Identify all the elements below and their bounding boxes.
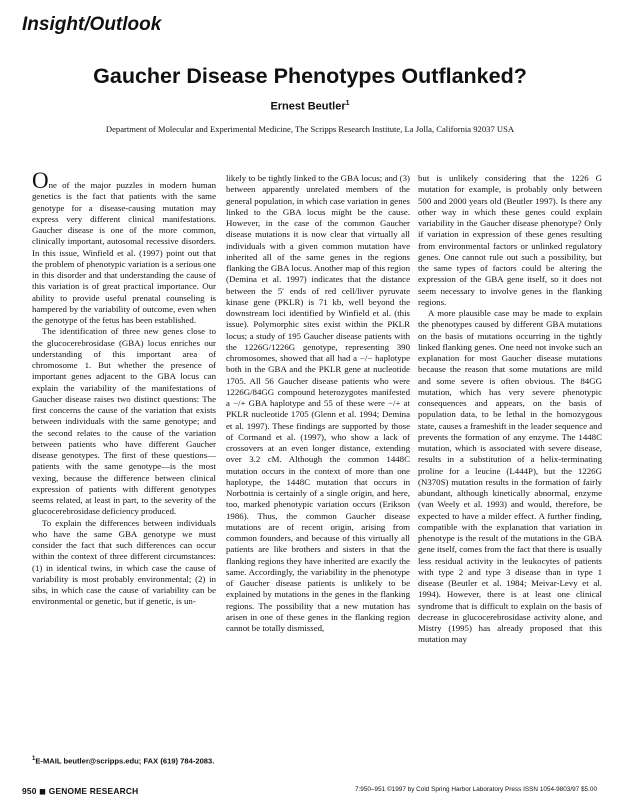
body-column-1 xyxy=(32,168,216,808)
article-title: Gaucher Disease Phenotypes Outflanked? xyxy=(93,64,527,88)
paragraph: but is unlikely considering that the 1226 G mutation for example, is probably only between 500 and 2000 years old (Beutler 1997). Is there any other way in which these genes could explain variability in the Gaucher disease phenotype? Only if variation in expression of these genes resulting from environmental factors or unlinked regulatory genes. One cannot rule out such a possibility, but the same types of factors could be altering the expression of the GBA gene itself, so it does not seem necessary to involve genes in the flanking regions. xyxy=(418,173,602,307)
footer-page-journal: 950 ◼ GENOME RESEARCH xyxy=(22,786,139,796)
section-label: Insight/Outlook xyxy=(22,14,162,35)
footnote xyxy=(32,755,216,766)
author xyxy=(0,100,620,113)
body-column-2 xyxy=(226,173,410,634)
paragraph: A more plausible case may be made to explain the phenotypes caused by different GBA mutations on the basis of mutations occurring in the tightly linked flanking genes. One need not invoke such an explanation for most Gaucher disease mutations because the reason that some mutations are mild and some severe is often obvious. The 84GG mutation, which has very severe phenotypic consequences and appears, on the basis of population data, to be lethal in the homozygous state, causes a frameshift in the leader sequence and prevents the formation of any enzyme. The 1448C mutation, which is associated with severe disease, results in a substitution of a helix-terminating proline for a leucine (L444P), but the 1226G (N370S) mutation results in the formation of fairly abundant, although kinetically abnormal, enzyme (van Weely et al. 1993) and would, therefore, be expected to have a milder effect. A further finding, compatible with the explanation that variation in phenotype is the result of the mutations in the GBA gene itself, comes from the fact that there is usually less residual activity in the leukocytes of patients with type 2 and type 3 disease than in type 1 disease (Beutler et al. 1984; Meivar-Levy et al. 1994). However, there is at least one clinical syndrome that is difficult to explain on the basis of decrease in glucocerebrosidase activity alone, and Mistry (1995) has already proposed that this mutation may xyxy=(418,308,602,645)
body-column-3 xyxy=(418,173,602,646)
footnote-mark: 1 xyxy=(32,756,36,762)
footnote-text: E-MAIL beutler@scripps.edu; FAX (619) 784-2083. xyxy=(35,756,215,766)
author-name: Ernest Beutler xyxy=(270,100,346,113)
affiliation: Department of Molecular and Experimental Medicine, The Scripps Research Institute, La Jolla, California 92037 USA xyxy=(105,124,515,134)
paragraph: likely to be tightly linked to the GBA locus; and (3) between apparently unrelated members of the general population, in which case variation in genes linked to the GBA locus might be the cause. However, in the case of the common Gaucher disease mutations it is now clear that virtually all individuals with a given common mutation have inherited all of the same genes in the regions flanking the GBA locus. Another map of this region (Demina et al. 1997) indicates that the distance between the 5′ ends of red cell/liver pyruvate kinase gene (PKLR) is 71 kb, well beyond the downstream loci identified by Winfield et al. (this issue). Polymorphic sites exist within the PKLR locus; a study of 195 Gaucher disease patients with the 1226G/1226G genotype, representing 390 chromosomes, showed that all had a −/− haplotype both in the GBA and the PKLR gene at nucleotide 1705. All 56 Gaucher disease patients who were 1226G/84GG compound heterozygotes manifested a −/+ GBA haplotype and 55 of these were −/+ at PKLR nucleotide 1705 (Glenn et al. 1994; Demina et al. 1997). These findings are supported by those of Cormand et al. (1997), who show a lack of crossovers at an even longer distance, extending over 3.2 cM. Although the common 1448C mutation occurs in the context of more than one haplotype, the 1448C mutation that occurs in Norbottnia is certainly of a single origin, and here, too, marked phenotypic variation occurs (Erikson 1986). Thus, the common Gaucher disease mutations are of recent origin, arising from common founders, and because of this virtually all patients are like brothers and sisters in that the flanking regions they have inherited are exactly the same. Accordingly, the variability in the phenotype of Gaucher disease patients is unlikely to be explained by mutations in the genes in the flanking regions. The possibility that a new mutation has arisen in one of these genes in the flanking region cannot be totally dismissed, xyxy=(226,173,410,633)
footer-copyright: 7:950–951 ©1997 by Cold Spring Harbor Laboratory Press ISSN 1054-9803/97 $5.00 xyxy=(354,786,597,793)
author-footnote-mark: 1 xyxy=(345,100,350,107)
paragraph: One of the major puzzles in modern human genetics is the fact that patients with the same genotype for a disease-causing mutation may express very different clinical manifestations. Gaucher disease is one of the more common, clinically important, autosomal recessive disorders. In this issue, Winfield et al. (1997) point out that the problem of phenotypic variation is a serious one in this disorder and that understanding the cause of this variation is of great practical importance. Our ability to provide useful prenatal counseling is hampered by the variability of outcome, even when the genotype of the fetus has been established. xyxy=(32,168,216,325)
paragraph: To explain the differences between individuals who have the same GBA genotype we must consider the fact that such differences can occur within the context of three different circumstances: (1) in identical twins, in which case the cause of variability is most probably environmental; (2) in sibs, in which case the cause of variability can be environmental or genetic, but if genetic, is un- xyxy=(32,517,216,607)
paragraph: The identification of three new genes close to the glucocerebrosidase (GBA) locus enriches our understanding of this important area of chromosome 1. But whether the presence of important genes adjacent to the GBA locus can explain the variability of the manifestations of Gaucher disease raises two distinct questions: The first concerns the cause of the variation that exists between individuals with the same genotype; and the second relates to the cause of the variation between patients who have different Gaucher disease genotypes. The first of these questions—patients with the same genotype—is the most vexing, because the difference between clinical expression of patients with different genotypes seems related, at least in part, to the severity of the glucocerebrosidase deficiency produced. xyxy=(32,326,216,517)
